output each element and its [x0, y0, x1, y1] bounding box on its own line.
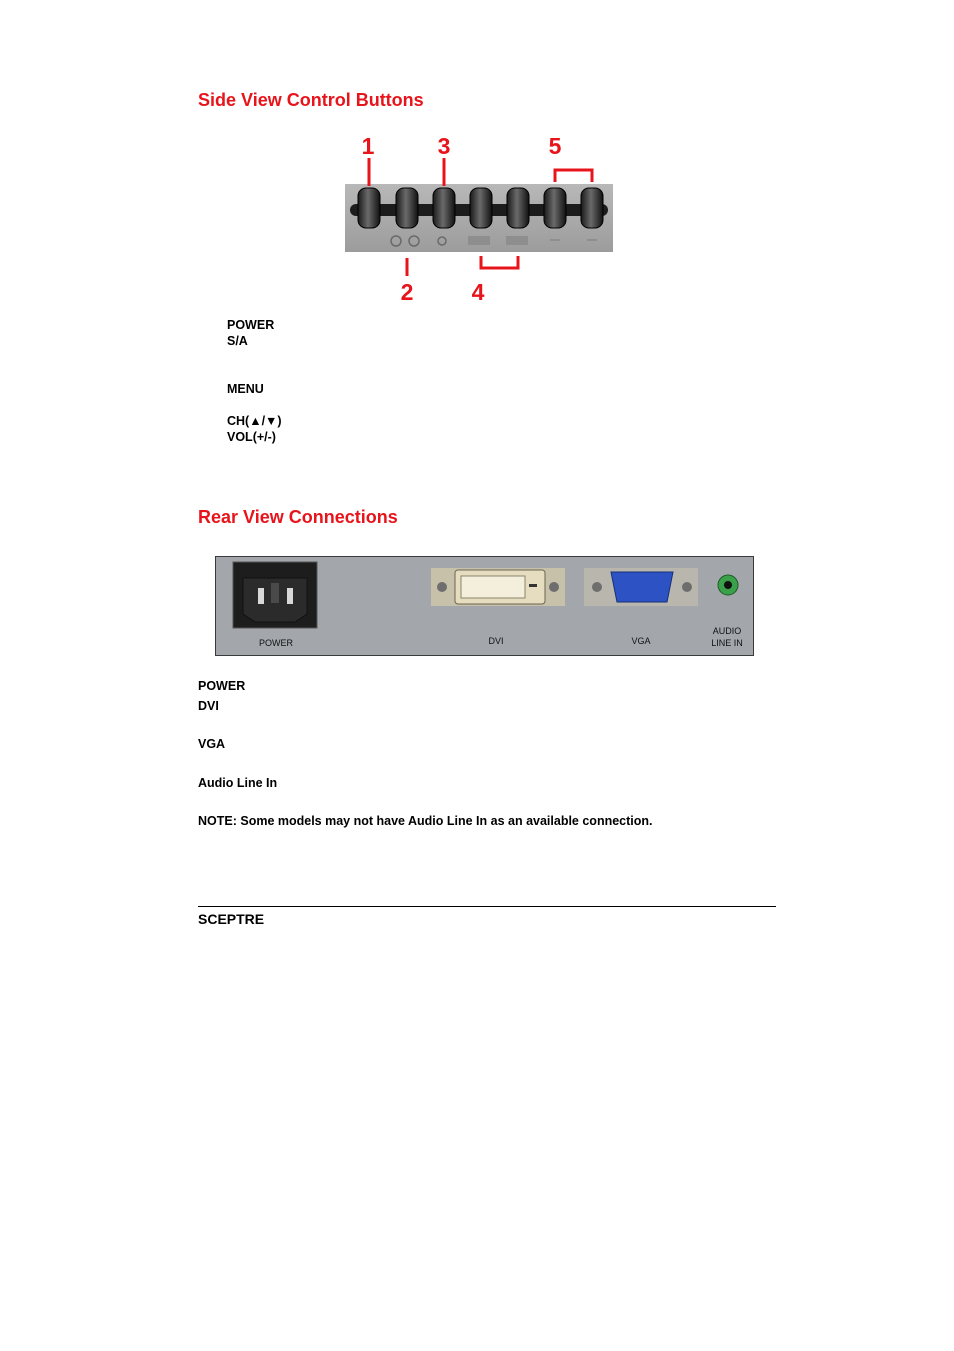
vga-port-graphic [584, 568, 698, 606]
hw-button-1 [358, 188, 380, 228]
panel-label-dvi: DVI [488, 636, 504, 646]
panel-label-power: POWER [258, 638, 294, 648]
audio-jack-graphic [718, 575, 738, 595]
button-label-vol: VOL(+/-) [227, 430, 276, 444]
panel-label-audio: AUDIO [712, 626, 742, 636]
panel-label-vga: VGA [631, 636, 651, 646]
audio-note: NOTE: Some models may not have Audio Line In as an available connection. [198, 814, 653, 828]
connection-label-audio: Audio Line In [198, 776, 278, 790]
rear-view-heading: Rear View Connections [198, 507, 398, 527]
footer-divider [198, 906, 776, 907]
connection-label-dvi: DVI [198, 699, 219, 713]
connection-label-power: POWER [198, 679, 246, 693]
callout-1: 1 [361, 133, 375, 159]
hw-button-4 [470, 188, 492, 228]
button-label-menu: MENU [227, 382, 264, 396]
callout-3: 3 [437, 133, 451, 159]
dvi-port-graphic [431, 568, 565, 606]
button-label-sa: S/A [227, 334, 248, 348]
footer-brand: SCEPTRE [198, 911, 265, 927]
hw-button-7 [581, 188, 603, 228]
panel-label-line-in: LINE IN [711, 638, 743, 648]
side-view-heading: Side View Control Buttons [198, 90, 424, 110]
rear-connections-figure [215, 556, 754, 656]
connection-label-vga: VGA [198, 737, 226, 751]
button-label-ch: CH(▲/▼) [227, 414, 282, 428]
hw-button-5 [507, 188, 529, 228]
hw-button-6 [544, 188, 566, 228]
callout-2: 2 [400, 279, 414, 305]
callout-5: 5 [548, 133, 562, 159]
side-control-buttons-figure [340, 130, 620, 308]
hw-button-2 [396, 188, 418, 228]
power-socket-graphic [233, 562, 317, 628]
button-label-power: POWER [227, 318, 275, 332]
callout-4: 4 [471, 279, 485, 305]
hw-button-3 [433, 188, 455, 228]
